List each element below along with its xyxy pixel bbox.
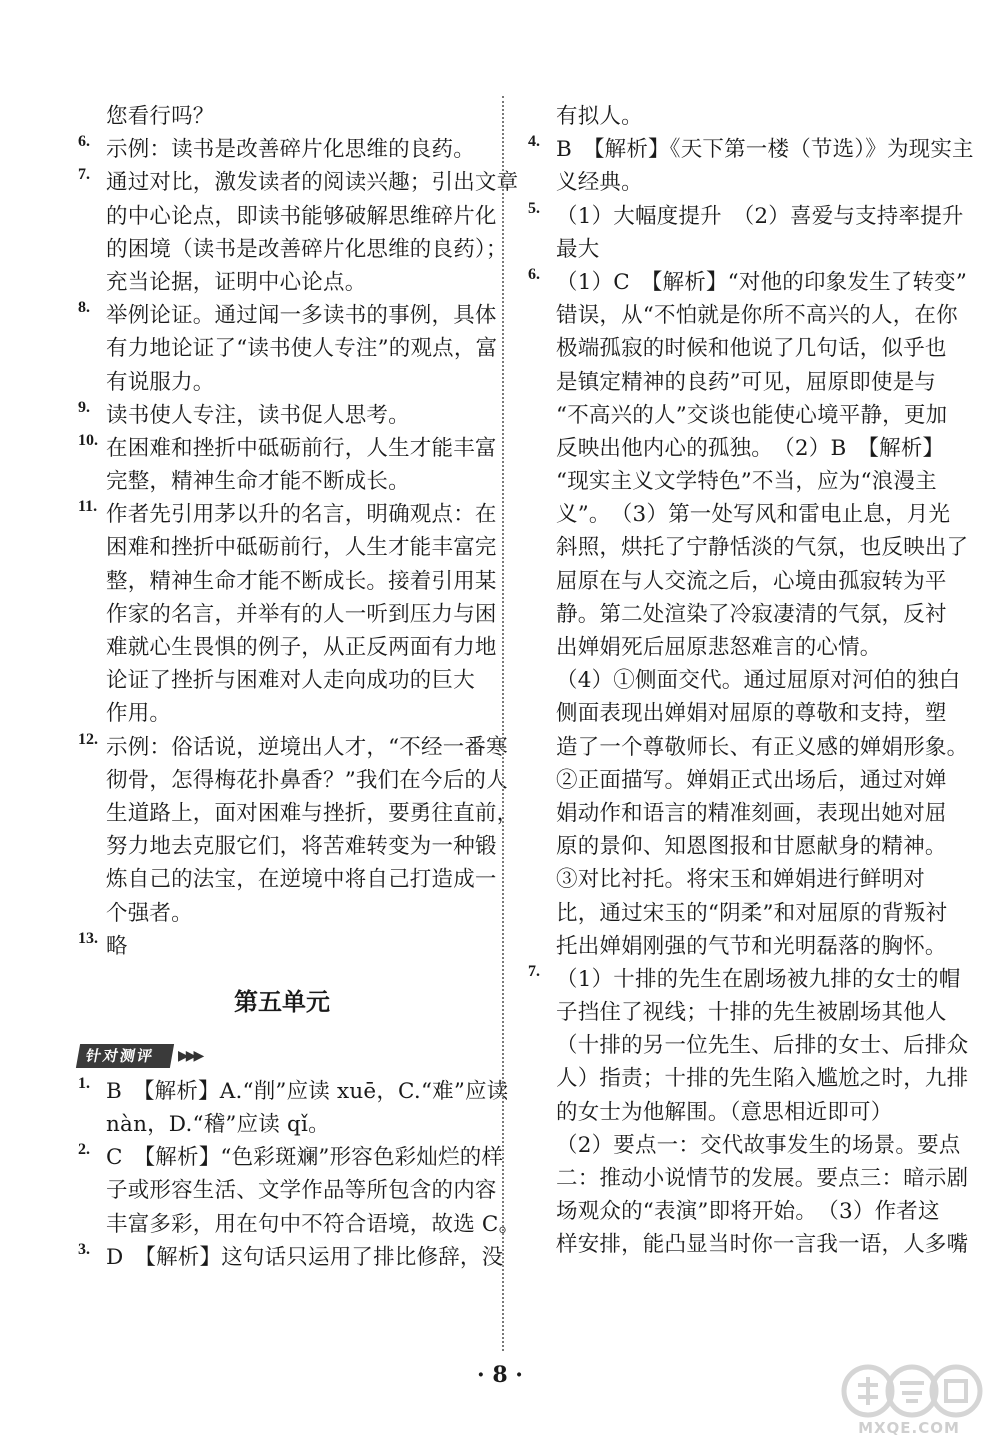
answer-line: 反映出他内心的孤独。 （2）B 【解析】 bbox=[556, 435, 945, 461]
answer-line: 最大 bbox=[556, 236, 600, 262]
answer-line: 读书使人专注，读书促人思考。 bbox=[106, 402, 410, 428]
answer-number: 6. bbox=[528, 265, 540, 283]
answer-line: nàn，D.“稽”应读 qǐ。 bbox=[106, 1112, 330, 1138]
answer-line: 困难和挫折中砥砺前行，人生才能丰富完 bbox=[106, 535, 497, 561]
answer-line: 比，通过宋玉的“阴柔”和对屈原的背叛衬 bbox=[556, 900, 948, 926]
answer-item bbox=[78, 930, 486, 963]
answer-line: 出婵娟死后屈原悲怒难言的心情。 bbox=[556, 635, 882, 660]
answer-line: 作用。 bbox=[106, 701, 172, 727]
answer-line: 子或形容生活、文学作品等所包含的内容 bbox=[106, 1178, 497, 1204]
banner-label: 针对测评 bbox=[76, 1044, 174, 1068]
answer-line: （2）要点一：交代故事发生的场景。要点 bbox=[556, 1132, 961, 1158]
answer-number: 7. bbox=[528, 962, 540, 980]
answer-number: 4. bbox=[528, 133, 540, 151]
left-lead-line: 您看行吗？ bbox=[106, 104, 215, 129]
watermark-text: MXQE.COM bbox=[858, 1419, 960, 1437]
answer-line: 错误，从“不怕就是你所不高兴的人，在你 bbox=[556, 303, 958, 329]
answer-line: 娟动作和语言的精准刻画，表现出她对屈 bbox=[556, 800, 947, 826]
answer-item bbox=[528, 265, 969, 963]
answer-item bbox=[528, 133, 974, 199]
answer-item bbox=[78, 498, 497, 730]
double-arrow-icon: ▶▶▶ bbox=[178, 1047, 202, 1064]
answer-line: 在困难和挫折中砥砺前行，人生才能丰富 bbox=[106, 435, 497, 461]
answer-line: 通过对比，激发读者的阅读兴趣；引出文章 bbox=[106, 170, 519, 196]
answer-line: 是镇定精神的良药”可见，屈原即使是与 bbox=[556, 369, 937, 395]
answer-number: 6. bbox=[78, 133, 90, 151]
answer-item bbox=[78, 399, 486, 432]
section-title: 第五单元 bbox=[234, 986, 330, 1016]
answer-item bbox=[78, 1240, 504, 1274]
answer-line: 充当论据，证明中心论点。 bbox=[106, 269, 367, 295]
answer-line: 极端孤寂的时候和他说了几句话，似乎也 bbox=[556, 336, 947, 362]
answer-line: 子挡住了视线；十排的先生被剧场其他人 bbox=[556, 1000, 947, 1026]
answer-line: 原的景仰、知恩图报和甘愿献身的精神。 bbox=[556, 834, 947, 860]
answer-line: 屈原在与人交流之后，心境由孤寂转为平 bbox=[556, 568, 947, 594]
answer-number: 3. bbox=[78, 1240, 90, 1258]
answer-line: （1）C 【解析】“对他的印象发生了转变” bbox=[556, 269, 968, 295]
answer-stamp-logo-icon bbox=[834, 1361, 984, 1419]
answer-line: 完整，精神生命才能不断成长。 bbox=[106, 469, 410, 495]
answer-line: 略 bbox=[106, 933, 128, 959]
answer-line: （4）①侧面交代。通过屈原对河伯的独白 bbox=[556, 668, 961, 694]
answer-line: ③对比衬托。将宋玉和婵娟进行鲜明对 bbox=[556, 867, 925, 893]
answer-line: 静。第二处渲染了冷寂凄清的气氛，反衬 bbox=[556, 601, 947, 627]
answer-number: 10. bbox=[78, 431, 98, 449]
answer-line: 举例论证。通过闻一多读书的事例，具体 bbox=[106, 303, 497, 329]
answer-number: 5. bbox=[528, 199, 540, 217]
answer-item bbox=[78, 299, 498, 399]
answer-line: 示例：俗话说，逆境出人才，“不经一番寒 bbox=[106, 734, 508, 760]
answer-number: 8. bbox=[78, 299, 90, 317]
watermark bbox=[834, 1361, 984, 1441]
answer-item bbox=[78, 431, 497, 498]
answer-line: （十排的另一位先生、后排的女士、后排众 bbox=[556, 1033, 969, 1059]
answer-line: 义”。 （3）第一处写风和雷电止息，月光 bbox=[556, 502, 951, 528]
answer-line: 丰富多彩，用在句中不符合语境，故选 C。 bbox=[106, 1211, 521, 1237]
answer-item bbox=[78, 730, 519, 930]
left-column bbox=[78, 100, 521, 1274]
right-answer-list bbox=[528, 133, 974, 1261]
answer-item bbox=[78, 1074, 509, 1141]
answer-number: 9. bbox=[78, 398, 90, 416]
answer-line: 有说服力。 bbox=[106, 369, 215, 395]
answer-line: 论证了挫折与困难对人走向成功的巨大 bbox=[106, 668, 475, 694]
answer-line: D 【解析】这句话只运用了排比修辞，没 bbox=[106, 1244, 504, 1270]
right-column bbox=[528, 100, 974, 1262]
answer-line: 斜照，烘托了宁静恬淡的气氛，也反映出了 bbox=[556, 535, 969, 561]
answer-number: 12. bbox=[78, 730, 98, 748]
answer-line: B 【解析】《天下第一楼（节选）》为现实主 bbox=[556, 137, 974, 163]
answer-line: 彻骨，怎得梅花扑鼻香？”我们在今后的人 bbox=[106, 767, 508, 793]
answer-line: “现实主义文学特色”不当，应为“浪漫主 bbox=[556, 469, 937, 495]
answer-line: 有力地论证了“读书使人专注”的观点，富 bbox=[106, 336, 498, 362]
answer-number: 11. bbox=[78, 498, 98, 516]
column-divider bbox=[502, 96, 504, 1351]
answer-line: 的女士为他解围。（意思相近即可） bbox=[556, 1099, 893, 1125]
answer-line: B 【解析】A.“削”应读 xuē，C.“难”应读 bbox=[106, 1078, 509, 1104]
answer-line: （1）十排的先生在剧场被九排的女士的帽 bbox=[556, 966, 961, 992]
answer-line: “不高兴的人”交谈也能使心境平静，更加 bbox=[556, 402, 948, 428]
answer-number: 13. bbox=[78, 929, 98, 947]
answer-line: （1）大幅度提升 （2）喜爱与支持率提升 bbox=[556, 203, 964, 229]
answer-number: 1. bbox=[78, 1074, 90, 1092]
answer-line: 整，精神生命才能不断成长。接着引用某 bbox=[106, 568, 497, 594]
page-number: · 8 · bbox=[477, 1362, 523, 1388]
answer-line: 努力地去克服它们，将苦难转变为一种锻 bbox=[106, 834, 497, 860]
answer-line: 的困境（读书是改善碎片化思维的良药）； bbox=[106, 236, 508, 262]
answer-item bbox=[78, 166, 519, 299]
answer-line: C 【解析】“色彩斑斓”形容色彩灿烂的样 bbox=[106, 1145, 504, 1171]
answer-line: 作者先引用茅以升的名言，明确观点：在 bbox=[106, 502, 497, 528]
answer-line: 难就心生畏惧的例子，从正反两面有力地 bbox=[106, 635, 497, 660]
right-lead-line: 有拟人。 bbox=[556, 104, 643, 129]
answer-item bbox=[528, 199, 964, 266]
answer-line: 造了一个尊敬师长、有正义感的婵娟形象。 bbox=[556, 734, 969, 760]
answer-line: 示例：读书是改善碎片化思维的良药。 bbox=[106, 137, 475, 163]
left-answer-list-b bbox=[78, 1074, 521, 1274]
answer-line: 侧面表现出婵娟对屈原的尊敬和支持，塑 bbox=[556, 701, 947, 727]
answer-number: 2. bbox=[78, 1141, 90, 1159]
answer-line: 义经典。 bbox=[556, 170, 643, 196]
answer-line: 人）指责；十排的先生陷入尴尬之时，九排 bbox=[556, 1066, 969, 1092]
answer-number: 7. bbox=[78, 166, 90, 184]
section-banner bbox=[78, 1043, 201, 1069]
left-answer-list-a bbox=[78, 133, 519, 963]
answer-line: 个强者。 bbox=[106, 900, 193, 926]
answer-item bbox=[528, 962, 969, 1262]
answer-line: 托出婵娟刚强的气节和光明磊落的胸怀。 bbox=[556, 933, 947, 959]
answer-line: 炼自己的法宝，在逆境中将自己打造成一 bbox=[106, 867, 497, 893]
answer-line: 二：推动小说情节的发展。要点三：暗示剧 bbox=[556, 1166, 969, 1191]
answer-item bbox=[78, 1141, 521, 1241]
answer-line: 作家的名言，并举有的人一听到压力与困 bbox=[106, 601, 497, 627]
answer-line: 生道路上，面对困难与挫折，要勇往直前， bbox=[106, 800, 519, 826]
answer-line: ②正面描写。婵娟正式出场后，通过对婵 bbox=[556, 767, 947, 793]
answer-item bbox=[78, 133, 486, 166]
answer-line: 的中心论点，即读书能够破解思维碎片化 bbox=[106, 203, 497, 229]
answer-line: 场观众的“表演”即将开始。 （3）作者这 bbox=[556, 1199, 940, 1225]
answer-line: 样安排，能凸显当时你一言我一语，人多嘴 bbox=[556, 1232, 969, 1258]
